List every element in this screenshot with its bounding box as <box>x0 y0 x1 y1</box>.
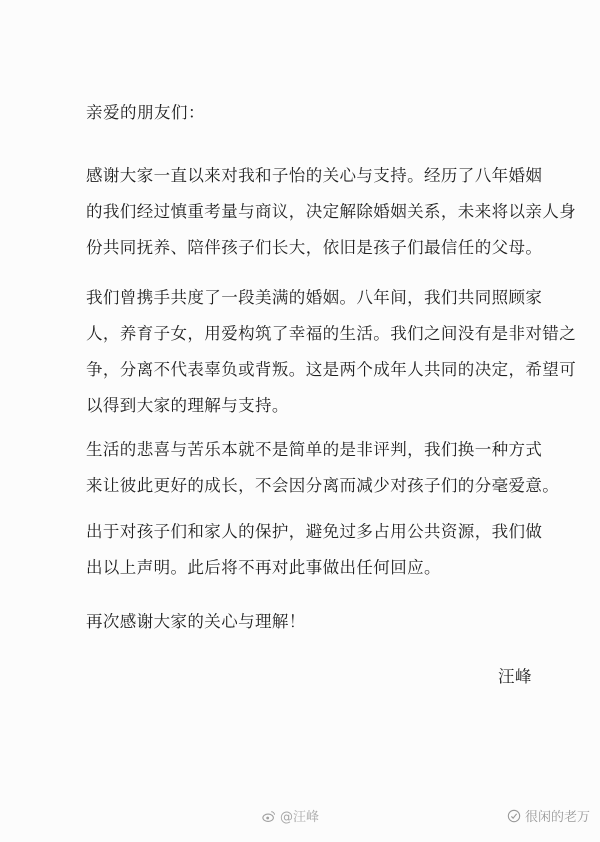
paragraph-line: 人，养育子女，用爱构筑了幸福的生活。我们之间没有是非对错之 <box>86 324 577 343</box>
paragraph-line: 出以上声明。此后将不再对此事做出任何回应。 <box>86 558 441 577</box>
paragraph-line: 出于对孩子们和家人的保护，避免过多占用公共资源，我们做 <box>86 522 543 541</box>
paragraph-line: 来让彼此更好的成长，不会因分离而减少对孩子们的分毫爱意。 <box>86 476 560 495</box>
paragraph-line: 感谢大家一直以来对我和子怡的关心与支持。经历了八年婚姻 <box>86 166 543 185</box>
weibo-logo-icon <box>262 809 276 823</box>
paragraph-line: 以得到大家的理解与支持。 <box>86 396 289 415</box>
image-watermarks <box>0 802 600 826</box>
paragraph-line: 份共同抚养、陪伴孩子们长大，依旧是孩子们最信任的父母。 <box>86 238 543 257</box>
channel-watermark <box>507 806 590 825</box>
letter-paragraph-5 <box>86 604 526 640</box>
letter-paragraph-3 <box>86 432 560 504</box>
channel-name: 很闲的老万 <box>524 810 590 825</box>
weibo-handle: @汪峰 <box>280 810 320 825</box>
paragraph-line: 再次感谢大家的关心与理解！ <box>86 612 306 631</box>
paragraph-line: 我们曾携手共度了一段美满的婚姻。八年间，我们共同照顾家 <box>86 288 543 307</box>
paragraph-line: 生活的悲喜与苦乐本就不是简单的是非评判，我们换一种方式 <box>86 440 543 459</box>
letter-greeting: 亲爱的朋友们： <box>86 103 205 122</box>
letter-paragraph-2 <box>86 280 577 424</box>
letter-paragraph-1 <box>86 158 577 266</box>
weibo-watermark <box>262 806 319 825</box>
paragraph-line: 争，分离不代表辜负或背叛。这是两个成年人共同的决定，希望可 <box>86 360 577 379</box>
paragraph-line: 的我们经过慎重考量与商议，决定解除婚姻关系，未来将以亲人身 <box>86 202 577 221</box>
letter-signature: 汪峰 <box>498 667 532 686</box>
letter-paragraph-4 <box>86 514 543 586</box>
channel-logo-icon <box>507 809 521 823</box>
